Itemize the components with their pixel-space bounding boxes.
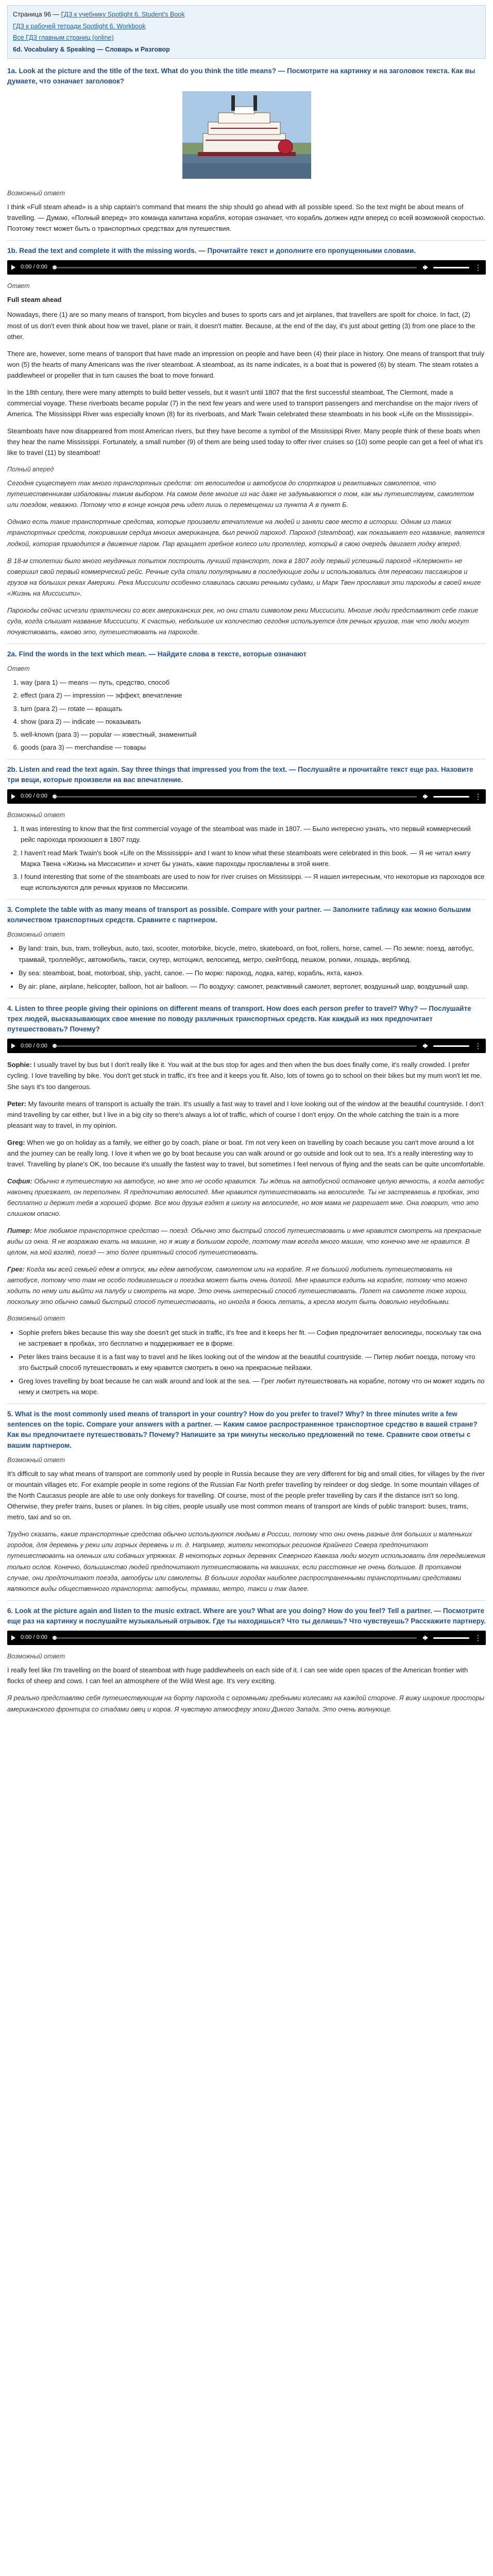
ru-title: Полный вперед [7, 466, 54, 473]
task-4-title: 4. Listen to three people giving their opinions on different means of transport. How does each person prefer to travel? Why? — Послушайте трех людей, высказывающих свое мнение по поводу различных транспортных средств. Как каждый из них предпочитает путешествовать? Почему? [7, 1004, 471, 1033]
divider [7, 1600, 486, 1601]
ru-paragraph: Однако есть такие транспортные средства, которые произвели впечатление на людей и заняли свое место в истории. Одним из таких транспортных средств, покорившим сердца многих американцев, был речной пароход. Пароход (steamboat), как показывает его название, является лодкой, которая приводится в движение паром. Пар вращает гребное колесо или пропеллер, который в свою очередь двигает лодку вперед. [7, 518, 485, 548]
audio-player-4[interactable] [7, 1039, 486, 1053]
divider [7, 240, 486, 241]
task-1b-title: 1b. Read the text and complete it with the missing words. — Прочитайте текст и дополните его пропущенными словами. [7, 246, 416, 255]
answer-5-text-ru: Трудно сказать, какие транспортные средства обычно используются людьми в России, потому что они очень разные для больших и маленьких городов, для деревень у реки или горных деревень и т. д. Например, жители некоторых регионов Крайнего Севера предпочитают путешествовать на оленьих или собачьих упряжках. В некоторых горных деревнях Северного Кавказа люди могут использовать для передвижения только ослов. Конечно, большинство людей предпочитают путешествовать на машинах, если расстояние не очень большое. В противном случае, они предпочитают поезда, автобусы или самолеты. В больших городах наиболее распространенными транспортными средствами являются виды общественного транспорта: автобусы, трамваи, метро, такси и так далее. [7, 1530, 486, 1592]
answer-label-1a: Возможный ответ [7, 189, 65, 197]
answer-5-text: It's difficult to say what means of transport are commonly used by people in Russia because they are very different for big and small cities, for villages by the river or mountain villages etc. For example people in some regions of the Russian Far North prefer travelling by reindeer or dog sledge. In some mountain villages of the North Caucasus people are able to use only donkeys for travelling. Of course, most of the people prefer travelling by cars if the distance isn't so long. Otherwise, they prefer trains, buses or planes. In big cities, people usually use most common means of transport are kinds of public transport: buses, trams, metro, taxi and so on. [7, 1470, 485, 1521]
speaker-text: When we go on holiday as a family, we either go by coach, plane or boat. I'm not very keen on travelling by coach because you can't move around a lot and the journey can be really long. I love it when we go by boat because you can walk around or go outside and look out to sea. It's a really interesting way to travel. Travelling by plane's OK, too because it's usually the fastest way to travel, but sometimes I feel nervous of flying and the seats can be quite uncomfortable. [7, 1138, 485, 1168]
speaker-name: Питер: [7, 1227, 32, 1235]
volume-slider[interactable] [433, 267, 469, 268]
answer-label-6: Возможный ответ [7, 1653, 65, 1660]
list-item: 1. way (para 1) — means — путь, средство, способ [21, 677, 486, 688]
answer-label-1b: Ответ [7, 282, 30, 290]
audio-progress-bar[interactable] [53, 267, 417, 268]
task-2a-title: 2a. Find the words in the text which mean. — Найдите слова в тексте, которые означают [7, 650, 307, 658]
word-list [7, 677, 486, 752]
audio-seek-knob[interactable] [53, 1044, 57, 1048]
link-students-book[interactable]: ГДЗ к учебнику Spotlight 6. Student's Book [61, 11, 185, 18]
speaker-text: Мое любимое транспортное средство — поезд. Обычно это быстрый способ путешествовать и мне нравится смотреть на прекрасные виды из окна. Я не возражаю ехать на машине, но я живу в большом городе, поэтому там всегда много машин, что конечно мне не нравится. В целом, на мой взгляд, поезд — это более приятный способ путешествовать. [7, 1227, 482, 1257]
play-icon[interactable] [11, 1043, 15, 1048]
transport-list [7, 943, 486, 991]
dialogue-line-ru [7, 1264, 486, 1307]
dialogue-line [7, 1137, 486, 1170]
audio-seek-knob[interactable] [53, 1636, 57, 1640]
list-item: 4. show (para 2) — indicate — показывать [21, 716, 486, 727]
audio-time: 0:00 / 0:00 [21, 264, 47, 270]
ru-paragraph: В 18-м столетии было много неудачных попыток построить лучший транспорт, пока в 1807 году первый успешный пароход «Клермонт» не совершил свой первый коммерческий рейс. Речные суда стали популярными в последующие годы и использовались для перевозки пассажиров и грузов на больших реках Америки. Река Миссисипи особенно славилась своими речными судами, и Марк Твен прославил эти пароходы в своей книге «Жизнь на Миссисипи». [7, 556, 481, 597]
speaker-name: София: [7, 1177, 32, 1185]
text-paragraph: Steamboats have now disappeared from most American rivers, but they have become a symbol of the Mississippi River. Many people think of these boats when they hear the name Mississippi. Fortunately, a small number (9) of them are being used today to offer river cruises so (10) some people can get a feel of what it's like to travel (11) by steamboat! [7, 427, 483, 456]
audio-progress-bar[interactable] [53, 1045, 417, 1047]
link-all-gdz[interactable]: Все ГДЗ главным страниц (online) [13, 34, 114, 41]
play-icon[interactable] [11, 265, 15, 270]
answer-6-text-ru: Я реально представляю себя путешествующим на борту парохода с огромными гребными колесами на каждой стороне. Я вижу широкие просторы американского фронтира со стадами овец и коров. Я чувствую атмосферу эпохи Дикого Запада. Это очень волнующе. [7, 1694, 485, 1713]
audio-time: 0:00 / 0:00 [21, 793, 47, 800]
list-item: 2. effect (para 2) — impression — эффект, впечатление [21, 690, 486, 701]
audio-player-1b[interactable] [7, 260, 486, 275]
divider [7, 643, 486, 644]
more-options-icon[interactable]: ⋮ [474, 1634, 482, 1642]
task-2b-title: 2b. Listen and read the text again. Say three things that impressed you from the text. — Послушайте и прочитайте текст еще раз. Назовите три вещи, которые произвели на вас впечатление. [7, 765, 473, 784]
audio-time: 0:00 / 0:00 [21, 1634, 47, 1641]
volume-slider[interactable] [433, 796, 469, 798]
ru-paragraph: Сегодня существует так много транспортных средств: от велосипедов и автобусов до спорткаров и реактивных самолетов, что путешественникам избалованы таким выбором. На самом деле многие из нас даже не задумываются о том, как мы путешествуем, самолетом или поездом, неважно. Потому что в конце концов речь идет лишь о перемещении из пункта А в пункт Б. [7, 479, 474, 509]
list-item: • Sophie prefers bikes because this way she doesn't get stuck in traffic, it's free and it keeps her fit. — София предпочитает велосипеды, поскольку так она не застревает в пробках, это бесплатно и поддерживает ее в форме. [19, 1327, 486, 1349]
link-workbook[interactable]: ГДЗ к рабочей тетради Spotlight 6. Workbook [13, 22, 146, 30]
list-item: 1. It was interesting to know that the first commercial voyage of the steamboat was made in 1807. — Было интересно узнать, что первый коммерческий рейс парохода произошел в 1807 году. [21, 823, 486, 845]
volume-slider[interactable] [433, 1637, 469, 1639]
list-item: 5. well-known (para 3) — popular — известный, знаменитый [21, 729, 486, 740]
audio-time: 0:00 / 0:00 [21, 1042, 47, 1049]
speaker-name: Greg: [7, 1138, 25, 1146]
dialogue-line [7, 1098, 486, 1131]
ru-paragraph: Пароходы сейчас исчезли практически со всех американских рек, но они стали символом реки Миссисипи. Многие люди представляют себе такие суда, когда слышат название Миссисипи. К счастью, небольшое их количество сегодня используется для речных круизов, так что люди могут почувствовать, каково это, путешествовать на пароходе. [7, 606, 479, 636]
speaker-text: My favourite means of transport is actually the train. It's usually a fast way to travel and I love looking out of the window at the beautiful countryside. I don't mind travelling by car either, but I live in a big city so there's always a lot of traffic, which of course I don't enjoy. On the whole catching the train is a more pleasant way to travel, in my opinion. [7, 1099, 484, 1129]
list-item: • Peter likes trains because it is a fast way to travel and he likes looking out of the window at the beautiful countryside. — Питер любит поезда, потому что это быстрый способ путешествовать и ему нравится смотреть в окно на прекрасные пейзажи. [19, 1351, 486, 1373]
play-icon[interactable] [11, 1635, 15, 1640]
header-prefix: Страница 96 — [13, 11, 61, 18]
audio-seek-knob[interactable] [53, 794, 57, 799]
task-5-title: 5. What is the most commonly used means of transport in your country? How do you prefer to travel? Why? In three minutes write a few sentences on the topic. Compare your answers with a partner. — Каким самое распространенное транспортное средство в вашей стране? Как вы предпочитаете путешествовать? Почему? Напишите за три минуты несколько предложений по теме. Сравните свои ответы с вашим партнером. [7, 1410, 478, 1449]
dialogue-line [7, 1059, 486, 1092]
task-1a-title: 1a. Look at the picture and the title of the text. What do you think the title means? — Посмотрите на картинку и на заголовок текста. Как вы думаете, что означает заголовок? [7, 67, 475, 86]
list-item: 6. goods (para 3) — merchandise — товары [21, 742, 486, 753]
steamboat-picture [182, 91, 311, 179]
steamboat-image [7, 91, 486, 182]
text-paragraph: There are, however, some means of transport that have made an impression on people and have been (4) their place in history. One means of transport that truly won (5) the hearts of many Americans was the river steamboat. A steamboat, as its name indicates, is a boat that is powered (6) by steam. The steam rotates a paddlewheel or propeller that in turn causes the boat to move forward. [7, 349, 485, 379]
volume-slider[interactable] [433, 1045, 469, 1047]
text-paragraph: Nowadays, there (1) are so many means of transport, from bicycles and buses to sports cars and jet airplanes, that travellers are spoilt for choice. In fact, (2) most of us don't even think about how we travel, plane or train, it doesn't matter. Because, at the end of the day, it's just about getting (3) from one place to the other. [7, 311, 475, 341]
speaker-name: Peter: [7, 1099, 26, 1108]
list-item: • By sea: steamboat, boat, motorboat, ship, yacht, canoe. — По морю: пароход, лодка, катер, корабль, яхта, каноэ. [19, 968, 486, 978]
volume-icon[interactable] [423, 1043, 430, 1048]
audio-seek-knob[interactable] [53, 265, 57, 269]
impressions-list [7, 823, 486, 892]
answer-1a-text: I think «Full steam ahead» is a ship captain's command that means the ship should go ahead with all possible speed. So the text might be about means of travelling. — Думаю, «Полный вперед» это команда капитана корабля, которая означает, что корабль должен идти вперед со всей возможной скоростью. Поэтому текст может быть о транспортных средствах для путешествия. [7, 202, 486, 232]
audio-player-2b[interactable] [7, 789, 486, 804]
list-item: 3. turn (para 2) — rotate — вращать [21, 703, 486, 714]
section-title: 6d. Vocabulary & Speaking — Словарь и Разговор [13, 45, 170, 53]
text-title: Full steam ahead [7, 296, 62, 304]
dialogue-line-ru [7, 1176, 486, 1219]
audio-progress-bar[interactable] [53, 1637, 417, 1639]
more-options-icon[interactable]: ⋮ [474, 263, 482, 272]
speaker-text: I usually travel by bus but I don't really like it. You wait at the bus stop for ages and then when the bus does finally come, it's really crowded. I prefer cycling. I love travelling by bike. You don't get stuck in traffic, it's free and it keeps you fit. Also, lots of towns go to school on their bikes but my mum won't let me. She says it's too dangerous. [7, 1061, 482, 1091]
list-item: 2. I haven't read Mark Twain's book «Life on the Mississippi» and I want to know what these steamboats were celebrated in this book. — Я не читал книгу Марка Твена «Жизнь на Миссисипи» и хочет бы узнать, какие пароходы прославлены в этой книге. [21, 848, 486, 869]
answer-label-2b: Возможный ответ [7, 811, 65, 819]
list-item: 3. I found interesting that some of the steamboats are used to now for river cruises on Mississippi. — Я нашел интересным, что некоторые из пароходов все еще используются для речных круизов по Миссисипи. [21, 871, 486, 893]
volume-icon[interactable] [423, 265, 430, 270]
answer-6-text: I really feel like I'm travelling on the board of steamboat with huge paddlewheels on each side of it. I can see wide open spaces of the American frontier with flocks of sheep and cows. I can feel an atmosphere of the Wild West age. It's very exciting. [7, 1666, 468, 1685]
speaker-text: Обычно я путешествую на автобусе, но мне это не особо нравится. Ты ждешь на автобусной остановке целую вечность, а когда автобус наконец приезжает, он переполнен. Я предпочитаю велосипед. Мне нравится путешествовать на велосипеде. Ты не застреваешь в пробках, это бесплатно и держит тебя в хорошей форме. Все мои друзья ездят в школу на велосипеде, но моя мама не разрешает мне. Она говорит, что это слишком опасно. [7, 1177, 485, 1217]
more-options-icon[interactable]: ⋮ [474, 792, 482, 801]
divider [7, 1403, 486, 1404]
audio-player-6[interactable] [7, 1631, 486, 1645]
answer-label-2a: Ответ [7, 665, 30, 673]
list-item: • Greg loves travelling by boat because he can walk around and look at the sea. — Грег любит путешествовать на корабле, потому что он может ходить по нему и смотреть на море. [19, 1376, 486, 1397]
volume-icon[interactable] [423, 1635, 430, 1640]
answer-label-4: Возможный ответ [7, 1315, 65, 1323]
preferences-list [7, 1327, 486, 1397]
divider [7, 899, 486, 900]
answer-label-3: Возможный ответ [7, 931, 65, 939]
task-3-title: 3. Complete the table with as many means of transport as possible. Compare with your partner. — Заполните таблицу как можно большим количеством транспортных средств. Сравните с партнером. [7, 905, 471, 924]
play-icon[interactable] [11, 794, 15, 799]
speaker-name: Sophie: [7, 1061, 32, 1069]
speaker-text: Когда мы всей семьей едем в отпуск, мы едем автобусом, самолетом или на корабле. Я не большой любитель путешествовать на автобусе, потому что там не особо подвигаешься и поездка может быть очень долгой. Мне нравится ездить на корабле, потому что можно ходить по нему или выйти на палубу и смотреть на море. Это очень интересный способ путешествовать. Полет на самолете тоже хорош, поскольку это обычно самый быстрый способ путешествовать, но иногда я боюсь летать, а кресла могут быть довольно неудобными. [7, 1265, 468, 1306]
more-options-icon[interactable]: ⋮ [474, 1042, 482, 1050]
list-item: • By land: train, bus, tram, trolleybus, auto, taxi, scooter, motorbike, bicycle, metro, skateboard, on foot, rollers, horse, camel. — По земле: поезд, автобус, трамвай, троллейбус, автомобиль, такси, скутер, мотоцикл, велосипед, метро, скейтборд, пешком, ролики, лошадь, верблюд. [19, 943, 486, 964]
volume-icon[interactable] [423, 794, 430, 799]
answer-label-5: Возможный ответ [7, 1456, 65, 1464]
list-item: • By air: plane, airplane, helicopter, balloon, hot air balloon. — По воздуху: самолет, реактивный самолет, вертолет, воздушный шар, воздушный шар. [19, 981, 486, 992]
nav-header [7, 5, 486, 59]
task-6-title: 6. Look at the picture again and listen to the music extract. Where are you? What are you doing? How do you feel? Tell a partner. — Посмотрите еще раз на картинку и послушайте музыкальный отрывок. Где ты находишься? Что ты делаешь? Что чувствуешь? Расскажите партнеру. [7, 1606, 486, 1625]
dialogue-line-ru [7, 1225, 486, 1258]
audio-progress-bar[interactable] [53, 796, 417, 798]
text-paragraph: In the 18th century, there were many attempts to build better vessels, but it wasn't until 1807 that the first successful steamboat, The Clermont, made a commercial voyage. These riverboats became popular (7) in the next few years and were used to transport passengers and merchandise on the major rivers of America. The Mississippi River was especially known (8) for its riverboats, and Mark Twain celebrated these steamboats in his book «Life on the Mississippi». [7, 388, 478, 418]
speaker-name: Грег: [7, 1265, 25, 1274]
